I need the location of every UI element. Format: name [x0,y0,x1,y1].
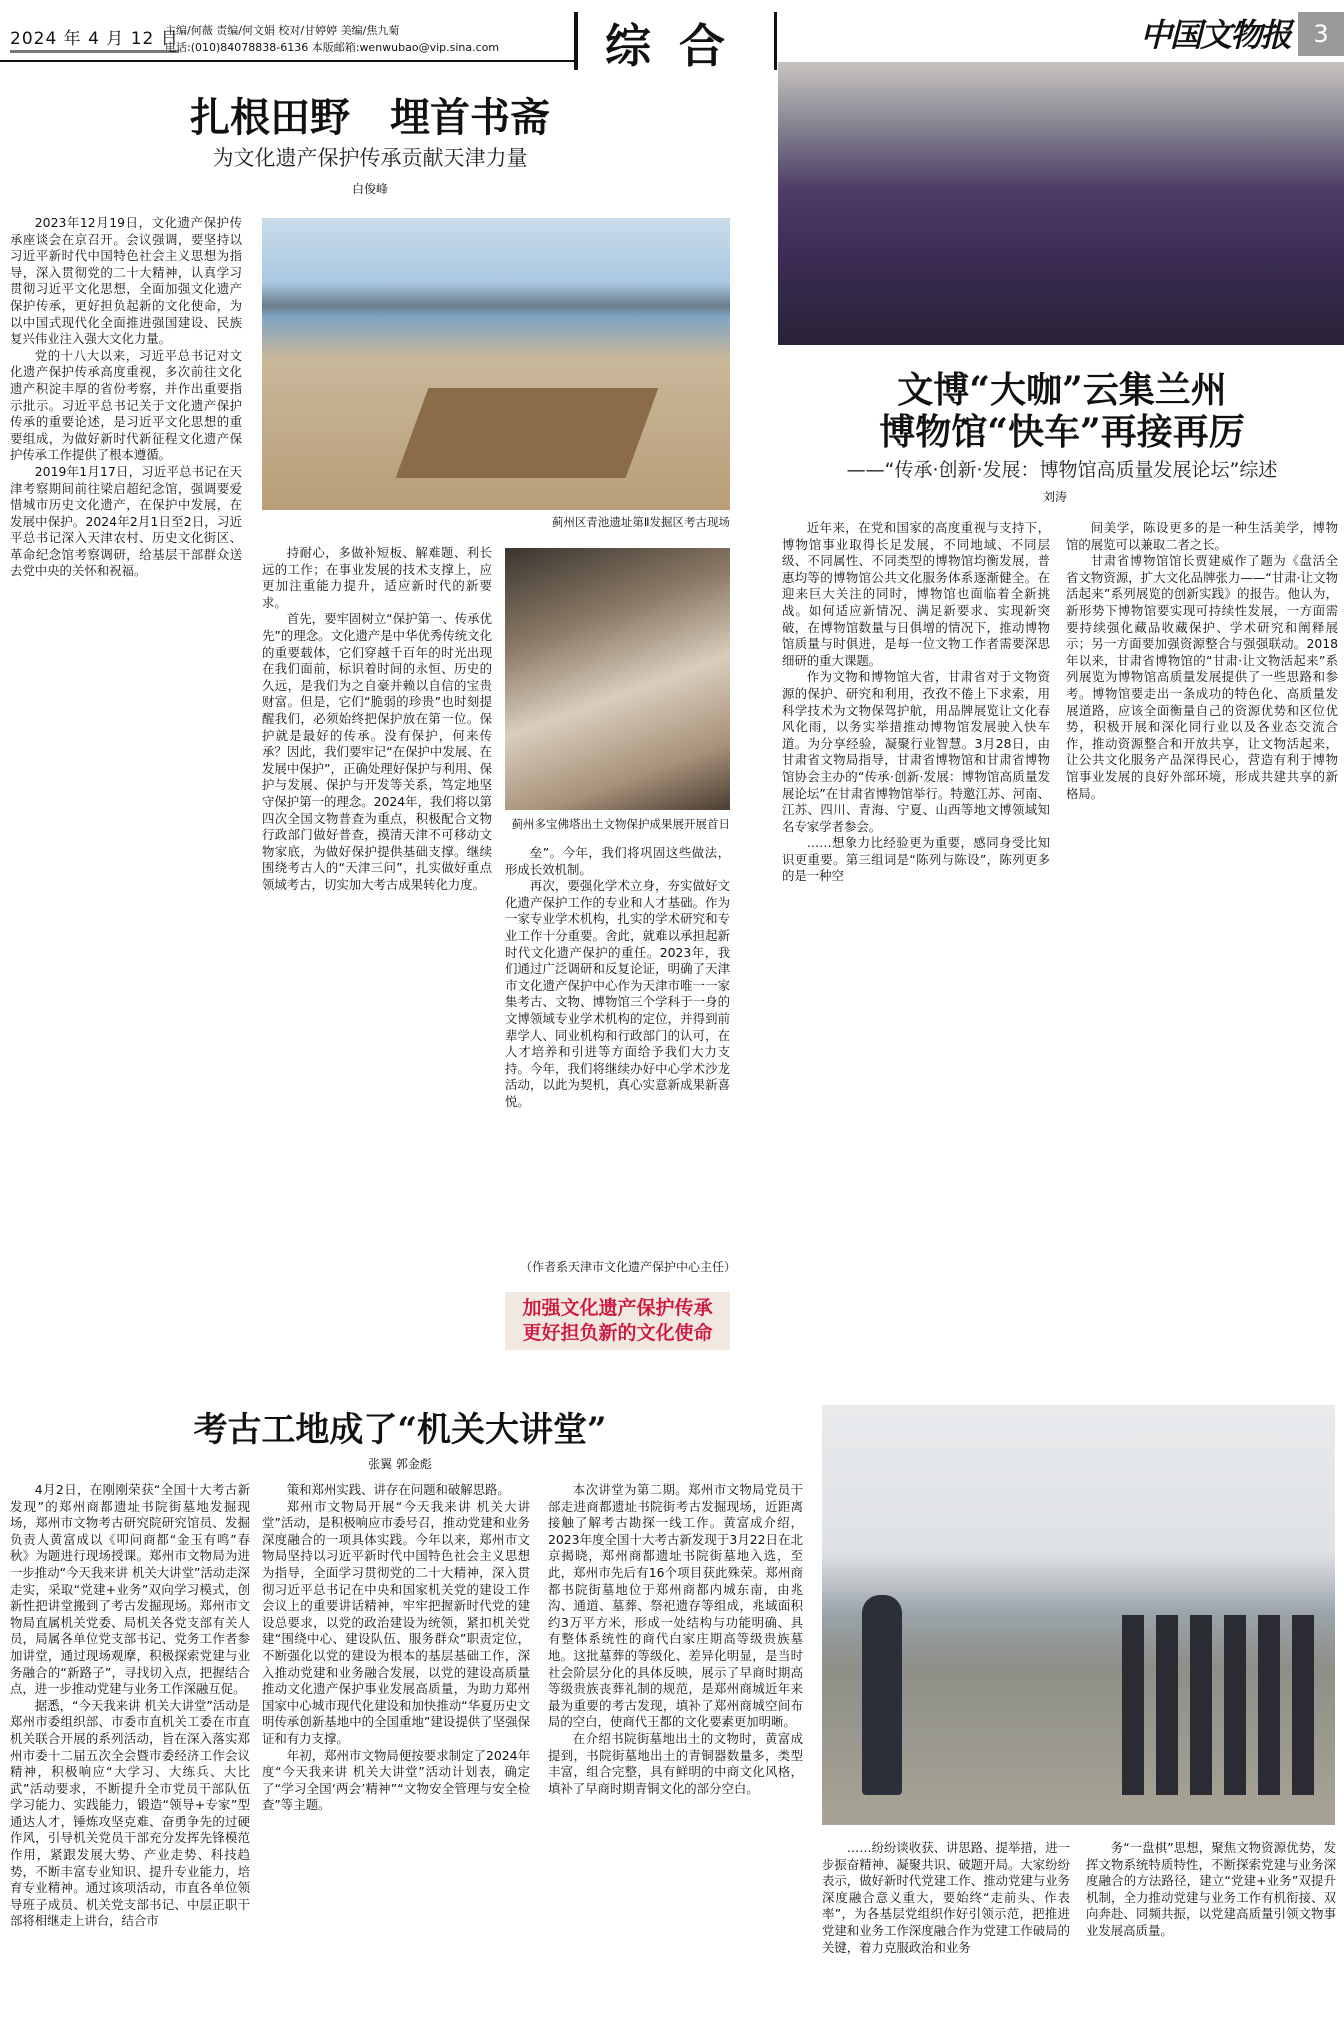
paragraph: 年初，郑州市文物局便按要求制定了2024年度“今天我来讲 机关大讲堂”活动计划表，确定了“学习全国‘两会’精神”“文物安全管理与安全检查”等主题。 [262,1747,530,1813]
article3-column-3 [548,1482,803,2002]
article2-column-1 [782,520,1050,1370]
article1-column-2 [262,545,492,1395]
paragraph: 首先，要牢固树立“保护第一、传承优先”的理念。文化遗产是中华优秀传统文化的重要载体，它们穿越千百年的时光出现在我们面前，标识着时间的永恒、历史的久远，是我们为之自豪并赖以自信的宝贵财富。但是，它们“脆弱的珍贵”也时刻提醒我们，必须始终把保护放在第一位。保护就是最好的传承。没有保护，何来传承？因此，我们要牢记“在保护中发展、在发展中保护”，正确处理好保护与利用、保护与发展、保护与开发等关系，笃定地坚守保护第一的理念。2024年，我们将以第四次全国文物普查为重点，积极配合文物行政部门做好普查，摸清天津不可移动文物家底，为做好保护提供基础支撑。继续围绕考古人的“天津三问”，扎实做好重点领域考古，切实加大考古成果转化力度。 [262,611,492,892]
paragraph: 在介绍书院街墓地出土的文物时，黄富成提到，书院街墓地出土的青铜器数量多，类型丰富，组合完整，具有鲜明的中商文化风格，填补了早商时期青铜文化的部分空白。 [548,1730,803,1796]
article1-author: 白俊峰 [351,182,388,196]
paragraph: 甘肃省博物馆馆长贾建威作了题为《盘活全省文物资源，扩大文化品牌张力——“甘肃·让文物活起来”系列展览的创新实践》的报告。他认为，新形势下博物馆要实现可持续性发展，一方面需要持续强化藏品收藏保护、学术研究和阐释展示；另一方面要加强资源整合与强强联动。2018年以来，甘肃省博物馆的“甘肃·让文物活起来”系列展览为博物馆高质量发展提供了一些思路和参考。博物馆要走出一条成功的特色化、高质量发展道路，应该全面衡量自己的资源优势和区位优势，积极开展和深化同行业以及各业态交流合作，推动资源整合和开放共享，让文物活起来，让公共文化服务产品深得民心，营造有利于博物馆事业发展的良好外部环境，形成共建共享的新格局。 [1066,553,1338,801]
paragraph: 本次讲堂为第二期。郑州市文物局党员干部走进商都遗址书院街考古发掘现场，近距离接触了解考古勘探一线工作。黄富成介绍，2023年度全国十大考古新发现于3月22日在北京揭晓，郑州商都遗址书院街墓地入选，至此，郑州市先后有16个项目获此殊荣。郑州商都书院街墓地位于郑州商都内城东南，由兆沟、通道、墓葬、祭祀遗存等组成，兆域面积约3万平方米，形成一处结构与功能明确、具有整体系统性的商代白家庄期高等级贵族墓地。这批墓葬的等级化、差异化明显，是当时社会阶层分化的具体反映，展示了早商时期高等级贵族丧葬礼制的规范，是郑州商城近年来最为重要的考古发现，填补了郑州商城空间布局的空白，使商代王都的文化要素更加明晰。 [548,1482,803,1730]
issue-date: 2024 年 4 月 12 日 [10,24,179,53]
header-divider [574,12,578,70]
paragraph: 作为文物和博物馆大省，甘肃省对于文物资源的保护、研究和利用，孜孜不倦上下求索，用科学技术为文物保驾护航，用品牌展览让文化春风化雨，以务实举措推动博物馆发展驶入快车道。为分享经验，凝聚行业智慧。3月28日，由甘肃省文物局指导，甘肃省博物馆和甘肃省博物馆协会主办的“传承·创新·发展：博物馆高质量发展论坛”在甘肃省博物馆举行。特邀江苏、河南、江苏、四川、青海、宁夏、山西等地文博领域知名专家学者参会。 [782,669,1050,834]
paragraph: 再次，要强化学术立身，夯实做好文化遗产保护工作的专业和人才基础。作为一家专业学术机构，扎实的学术研究和专业工作十分重要。舍此，就难以承担起新时代文化遗产保护的重任。2023年，我们通过广泛调研和反复论证，明确了天津市文化遗产保护中心作为天津市唯一一家集考古、文物、博物馆三个学科于一身的文博领域专业学术机构的定位，并得到前辈学人、同业机构和行政部门的认可，在人才培养和引进等方面给予我们大力支持。今年，我们将继续办好中心学术沙龙活动，以此为契机，真心实意新成果新喜悦。 [505,878,730,1109]
section-title: 综合 [605,19,753,73]
paragraph: 2023年12月19日，文化遗产保护传承座谈会在京召开。会议强调，要坚持以习近平新时代中国特色社会主义思想为指导，深入贯彻党的二十大精神，认真学习贯彻习近平文化思想，全面加强文化遗产保护传承，更好担负起新的文化使命，为以中国式现代化全面推进强国建设、民族复兴伟业注入强大文化力量。 [10,215,242,347]
editors: 主编/何薇 责编/何文娟 校对/甘婷婷 美编/焦九菊 [165,24,400,37]
header-divider [774,12,777,70]
header-rule [0,60,575,62]
article1-title: 扎根田野 埋首书斋 [190,94,550,141]
page-number: 3 [1298,12,1344,56]
article1-column-1 [10,215,242,1395]
paragraph: 据悉，“今天我来讲 机关大讲堂”活动是郑州市委组织部、市委市直机关工委在市直机关联合开展的系列活动，旨在深入落实郑州市委十二届五次全会暨市委经济工作会议精神，积极响应“大学习、大练兵、大比武”活动要求，不断提升全市党员干部队伍学习能力、实践能力，锻造“领导+专家”型通达人才，锤炼攻坚克难、奋勇争先的过硬作风，引导机关党员干部充分发挥先锋模范作用，紧跟发展大势、产业走势、科技趋势，不断丰富专业知识、提升专业能力，培育专业精神。通过该项活动，市直各单位领导班子成员、机关党支部书记、中层正职干部将相继走上讲台，结合市 [10,1697,250,1929]
paragraph: ……想象力比经验更为重要，感同身受比知识更重要。第三组词是“陈列与陈设”，陈列更多的是一种空 [782,835,1050,884]
paragraph: 务“一盘棋”思想，聚焦文物资源优势，发挥文物系统特质特性，不断探索党建与业务深度融合的方法路径，建立“党建+业务”双提升机制，全力推动党建与业务工作有机衔接、双向奔赴、同频共振，以党建高质量引领文物事业发展高质量。 [1086,1840,1336,1938]
paragraph: 间美学，陈设更多的是一种生活美学，博物馆的展览可以兼取二者之长。 [1066,520,1338,552]
author-note: （作者系天津市文化遗产保护中心主任） [520,1260,737,1274]
article3-column-4 [822,1840,1070,2000]
article2-column-2 [1066,520,1338,1370]
archaeology-lecture-photo [822,1405,1335,1825]
pull-quote [505,1292,730,1350]
paragraph: 4月2日，在刚刚荣获“全国十大考古新发现”的郑州商都遗址书院街墓地发掘现场，郑州市文物考古研究院研究馆员、发掘负责人黄富成以《叩问商都“金玉有鸣”春秋》为题进行现场授课。郑州市文物局为进一步推动“今天我来讲 机关大讲堂”活动走深走实，采取“党建+业务”双向学习模式，创新性把讲堂搬到了考古发掘现场。郑州市文物局直属机关党委、局机关各党支部有关人员，局属各单位党支部书记、党务工作者参加讲堂，通过现场观摩，积极探索党建与业务融合的“新路子”，寻找切入点，把握结合点，进一步推动党建与业务工作深融互促。 [10,1482,250,1697]
paragraph: 党的十八大以来，习近平总书记对文化遗产保护传承高度重视，多次前往文化遗产积淀丰厚的省份考察，并作出重要指示批示。习近平总书记关于文化遗产保护传承的重要论述，是习近平文化思想的重要组成，为做好新时代新征程文化遗产保护传承工作提供了根本遵循。 [10,347,242,463]
article1-subtitle: 为文化遗产保护传承贡献天津力量 [212,146,528,170]
article1-column-3 [505,845,730,1235]
paragraph: 郑州市文物局开展“今天我来讲 机关大讲堂”活动，是积极响应市委号召，推动党建和业务深度融合的一项具体实践。今年以来，郑州市文物局坚持以习近平新时代中国特色社会主义思想为指导，全面学习贯彻党的二十大精神，深入贯彻习近平总书记在中央和国家机关党的建设工作会议上的重要讲话精神，牢牢把握新时代党的建设总要求，以党的政治建设为统领，紧扣机关党建“围绕中心、建设队伍、服务群众”职责定位，不断强化以党的建设为根本的基层基础工作，深入推动党建和业务融合发展，以党的建设高质量推动文化遗产保护事业发展高质量，为助力郑州国家中心城市现代化建设和加快推动“华夏历史文明传承创新基地中的全国重地”建设提供了坚强保证和有力支撑。 [262,1498,530,1746]
article3-title: 考古工地成了“机关大讲堂” [193,1410,607,1450]
photo2-caption: 蓟州多宝佛塔出土文物保护成果展开展首日 [511,817,730,831]
lecturer-figure [862,1595,902,1795]
staff-credits [165,22,499,56]
article2-subtitle: ——“传承·创新·发展：博物馆高质量发展论坛”综述 [846,459,1278,481]
excavation-site-photo [262,218,730,510]
article3-column-1 [10,1482,250,2002]
article2-author: 刘涛 [1042,490,1067,504]
article3-column-2 [262,1482,530,2002]
paragraph: 2019年1月17日，习近平总书记在天津考察期间前往梁启超纪念馆，强调要爱惜城市历史文化遗产，在保护中发展，在发展中保护。2024年2月1日至2日，习近平总书记深入天津农村、历史文化街区、革命纪念馆考察调研，给基层干部群众送去党中央的关怀和祝福。 [10,463,242,579]
paragraph: 持耐心，多做补短板、解难题、利长远的工作；在事业发展的技术支撑上，应更加注重能力提升，适应新时代的新要求。 [262,545,492,610]
article2-title-line2: 博物馆“快车”再接再厉 [879,411,1245,453]
paragraph: 近年来，在党和国家的高度重视与支持下，博物馆事业取得长足发展，不同地域、不同层级、不同属性、不同类型的博物馆均衡发展，普惠均等的博物馆公共文化服务体系逐渐健全。在迎来巨大关注的同时，博物馆也面临着全新挑战。如何适应新情况、满足新要求、实现新突破，在博物馆数量与日俱增的情况下，推动博物馆质量与时俱进，是每一位文物工作者需要深思细研的重大课题。 [782,520,1050,668]
exhibition-photo [505,548,730,810]
article3-column-5 [1086,1840,1336,2000]
paragraph: 策和郑州实践、讲存在问题和破解思路。 [286,1482,510,1497]
photo1-caption: 蓟州区青池遗址第Ⅱ发掘区考古现场 [551,515,730,529]
paragraph: 垒”。今年，我们将巩固这些做法，形成长效机制。 [505,845,730,877]
audience-group [1122,1615,1322,1795]
article3-author: 张翼 郭金彪 [368,1457,432,1471]
pull-quote-line: 更好担负新的文化使命 [522,1322,713,1344]
pull-quote-line: 加强文化遗产保护传承 [522,1297,713,1319]
contact-info: 电话:(010)84078838-6136 本版邮箱:wenwubao@vip.sina.com [165,41,500,54]
paragraph: ……纷纷谈收获、讲思路、提举措，进一步振奋精神、凝聚共识、破题开局。大家纷纷表示，做好新时代党建工作、推动党建与业务深度融合意义重大，要始终“走前头、作表率”，为各基层党组织作好引领示范，把推进党建和业务工作深度融合作为党建工作破局的关键，着力克服政治和业务 [822,1840,1070,1955]
newspaper-logo: 中国文物报 [1140,16,1291,54]
article2-title-line1: 文博“大咖”云集兰州 [897,369,1227,411]
forum-auditorium-photo [778,62,1344,345]
excavation-trench [396,388,659,478]
